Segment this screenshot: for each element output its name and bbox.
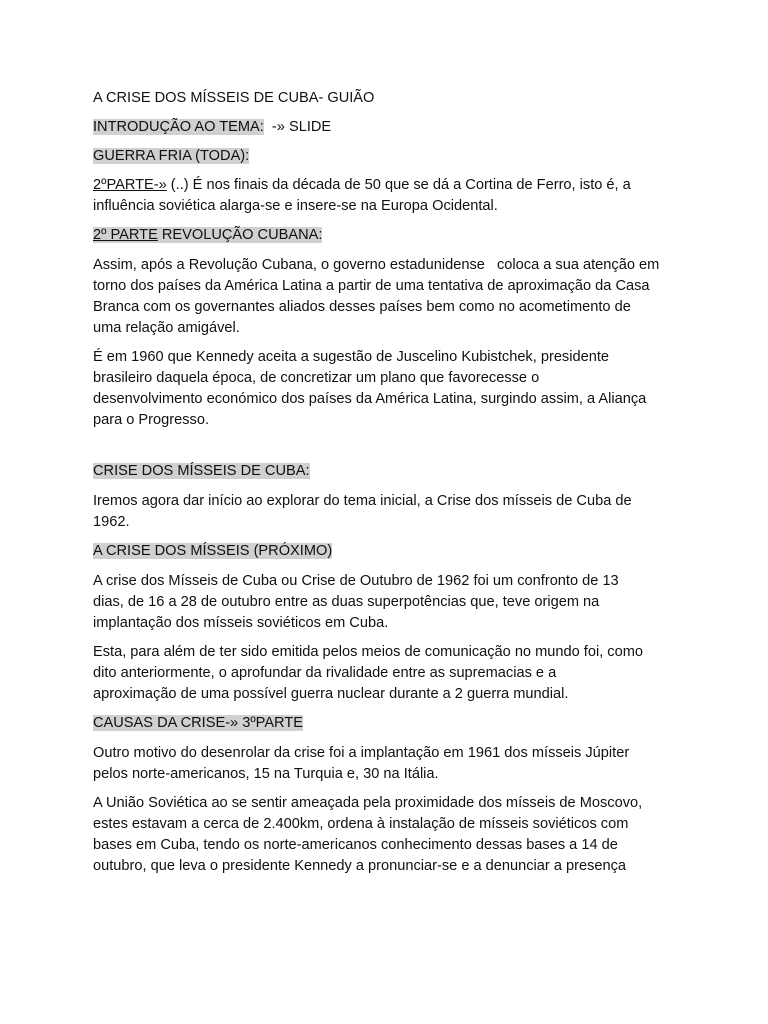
- causes-heading-line: [93, 713, 678, 734]
- paragraph-line: estes estavam a cerca de 2.400km, ordena à instalação de mísseis soviéticos com: [93, 816, 629, 832]
- paragraph-line: Outro motivo do desenrolar da crise foi a implantação em 1961 dos mísseis Júpiter: [93, 745, 630, 761]
- intro-heading-line: [93, 117, 678, 138]
- paragraph-line: influência soviética alarga-se e insere-se na Europa Ocidental.: [93, 198, 498, 214]
- paragraph-line: pelos norte-americanos, 15 na Turquia e, 30 na Itália.: [93, 766, 439, 782]
- paragraph-line: A União Soviética ao se sentir ameaçada pela proximidade dos mísseis de Moscovo,: [93, 795, 643, 811]
- iron-curtain-paragraph: [93, 175, 678, 217]
- paragraph-line: Esta, para além de ter sido emitida pelos meios de comunicação no mundo foi, como: [93, 644, 643, 660]
- paragraph-line: (..) É nos finais da década de 50 que se dá a Cortina de Ferro, isto é, a: [166, 177, 631, 193]
- october-paragraph: [93, 571, 678, 634]
- document-body: [93, 88, 678, 877]
- paragraph-line: Iremos agora dar início ao explorar do tema inicial, a Crise dos mísseis de Cuba de: [93, 493, 632, 509]
- paragraph-line: torno dos países da América Latina a partir de uma tentativa de aproximação da Casa: [93, 278, 650, 294]
- revolution-heading: REVOLUÇÃO CUBANA:: [157, 227, 323, 243]
- causes-heading: CAUSAS DA CRISE-» 3ºPARTE: [93, 715, 303, 731]
- kennedy-paragraph: [93, 347, 678, 431]
- paragraph-line: A crise dos Mísseis de Cuba ou Crise de Outubro de 1962 foi um confronto de 13: [93, 573, 619, 589]
- paragraph-line: É em 1960 que Kennedy aceita a sugestão de Juscelino Kubistchek, presidente: [93, 349, 609, 365]
- next-heading-line: [93, 541, 678, 562]
- paragraph-line: aproximação de uma possível guerra nuclear durante a 2 guerra mundial.: [93, 686, 569, 702]
- cold-war-heading-line: [93, 146, 678, 167]
- paragraph-line: implantação dos mísseis soviéticos em Cuba.: [93, 615, 389, 631]
- intro-suffix: -» SLIDE: [263, 119, 332, 135]
- revolution-paragraph: [93, 255, 678, 339]
- jupiter-paragraph: [93, 743, 678, 785]
- paragraph-line: Assim, após a Revolução Cubana, o governo estadunidense coloca a sua atenção em: [93, 257, 660, 273]
- soviet-paragraph: [93, 793, 678, 877]
- media-paragraph: [93, 642, 678, 705]
- start-paragraph: [93, 491, 678, 533]
- paragraph-line: desenvolvimento económico dos países da América Latina, surgindo assim, a Aliança: [93, 391, 647, 407]
- intro-heading: INTRODUÇÃO AO TEMA:: [93, 119, 264, 135]
- paragraph-line: dito anteriormente, o aprofundar da rivalidade entre as supremacias e a: [93, 665, 557, 681]
- document-title: A CRISE DOS MÍSSEIS DE CUBA- GUIÃO: [93, 90, 375, 106]
- paragraph-line: bases em Cuba, tendo os norte-americanos conhecimento dessas bases a 14 de: [93, 837, 618, 853]
- next-heading: A CRISE DOS MÍSSEIS (PRÓXIMO): [93, 543, 333, 559]
- paragraph-line: para o Progresso.: [93, 412, 210, 428]
- paragraph-line: outubro, que leva o presidente Kennedy a pronunciar-se e a denunciar a presença: [93, 858, 627, 874]
- missile-crisis-heading-line: [93, 461, 678, 482]
- paragraph-line: Branca com os governantes aliados desses países bem como no acometimento de: [93, 299, 631, 315]
- paragraph-line: dias, de 16 a 28 de outubro entre as duas superpotências que, teve origem na: [93, 594, 600, 610]
- revolution-heading-line: [93, 225, 678, 246]
- cold-war-heading: GUERRA FRIA (TODA):: [93, 148, 250, 164]
- paragraph-line: 1962.: [93, 514, 130, 530]
- part2-revolution-label: 2º PARTE: [93, 227, 158, 243]
- paragraph-line: brasileiro daquela época, de concretizar um plano que favorecesse o: [93, 370, 540, 386]
- part2-label: 2ºPARTE-»: [93, 177, 167, 193]
- paragraph-line: uma relação amigável.: [93, 320, 240, 336]
- missile-crisis-heading: CRISE DOS MÍSSEIS DE CUBA:: [93, 463, 310, 479]
